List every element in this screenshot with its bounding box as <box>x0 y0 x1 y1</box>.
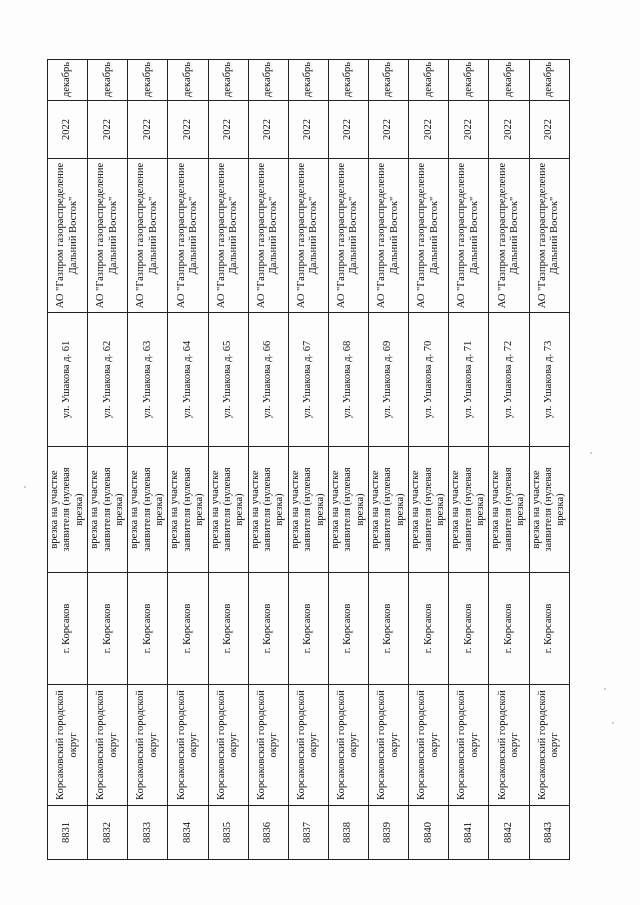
address-cell: ул. Ушакова д. 70 <box>409 313 449 447</box>
work-type-cell: врезка на участке заявителя (нулевая врезка) <box>288 447 328 573</box>
organization-cell: АО "Газпром газораспределение Дальний Восток" <box>489 159 529 313</box>
municipality-cell: Корсаковский городской округ <box>449 685 489 806</box>
row-number-cell: 8841 <box>449 806 489 860</box>
work-type-cell: врезка на участке заявителя (нулевая врезка) <box>529 447 569 573</box>
year-cell: 2022 <box>168 101 208 159</box>
city-cell: г. Корсаков <box>208 573 248 685</box>
address-cell: ул. Ушакова д. 68 <box>328 313 368 447</box>
month-cell: декабрь <box>328 60 368 101</box>
organization-cell: АО "Газпром газораспределение Дальний Восток" <box>248 159 288 313</box>
address-cell: ул. Ушакова д. 72 <box>489 313 529 447</box>
address-cell: ул. Ушакова д. 64 <box>168 313 208 447</box>
address-cell: ул. Ушакова д. 73 <box>529 313 569 447</box>
month-cell: декабрь <box>288 60 328 101</box>
city-cell: г. Корсаков <box>288 573 328 685</box>
work-type-cell: врезка на участке заявителя (нулевая врезка) <box>248 447 288 573</box>
scan-speck <box>612 722 614 724</box>
year-cell: 2022 <box>328 101 368 159</box>
table-row <box>369 60 409 860</box>
organization-cell: АО "Газпром газораспределение Дальний Восток" <box>449 159 489 313</box>
year-cell: 2022 <box>288 101 328 159</box>
row-number-cell: 8832 <box>88 806 128 860</box>
row-number-cell: 8837 <box>288 806 328 860</box>
work-type-cell: врезка на участке заявителя (нулевая врезка) <box>328 447 368 573</box>
work-type-cell: врезка на участке заявителя (нулевая врезка) <box>48 447 88 573</box>
municipality-cell: Корсаковский городской округ <box>168 685 208 806</box>
year-cell: 2022 <box>409 101 449 159</box>
work-type-cell: врезка на участке заявителя (нулевая врезка) <box>369 447 409 573</box>
table-row <box>248 60 288 860</box>
month-cell: декабрь <box>128 60 168 101</box>
city-cell: г. Корсаков <box>328 573 368 685</box>
work-type-cell: врезка на участке заявителя (нулевая врезка) <box>128 447 168 573</box>
month-cell: декабрь <box>449 60 489 101</box>
municipality-cell: Корсаковский городской округ <box>88 685 128 806</box>
year-cell: 2022 <box>449 101 489 159</box>
organization-cell: АО "Газпром газораспределение Дальний Восток" <box>128 159 168 313</box>
address-cell: ул. Ушакова д. 63 <box>128 313 168 447</box>
table-row <box>328 60 368 860</box>
row-number-cell: 8836 <box>248 806 288 860</box>
table-row <box>208 60 248 860</box>
city-cell: г. Корсаков <box>529 573 569 685</box>
address-cell: ул. Ушакова д. 61 <box>48 313 88 447</box>
municipality-cell: Корсаковский городской округ <box>328 685 368 806</box>
work-type-cell: врезка на участке заявителя (нулевая врезка) <box>168 447 208 573</box>
municipality-cell: Корсаковский городской округ <box>208 685 248 806</box>
table-row <box>88 60 128 860</box>
municipality-cell: Корсаковский городской округ <box>489 685 529 806</box>
city-cell: г. Корсаков <box>489 573 529 685</box>
year-cell: 2022 <box>489 101 529 159</box>
organization-cell: АО "Газпром газораспределение Дальний Восток" <box>369 159 409 313</box>
city-cell: г. Корсаков <box>369 573 409 685</box>
row-number-cell: 8842 <box>489 806 529 860</box>
year-cell: 2022 <box>128 101 168 159</box>
year-cell: 2022 <box>48 101 88 159</box>
city-cell: г. Корсаков <box>248 573 288 685</box>
row-number-cell: 8831 <box>48 806 88 860</box>
organization-cell: АО "Газпром газораспределение Дальний Восток" <box>288 159 328 313</box>
municipality-cell: Корсаковский городской округ <box>529 685 569 806</box>
table-row <box>409 60 449 860</box>
work-type-cell: врезка на участке заявителя (нулевая врезка) <box>489 447 529 573</box>
row-number-cell: 8834 <box>168 806 208 860</box>
work-type-cell: врезка на участке заявителя (нулевая врезка) <box>409 447 449 573</box>
organization-cell: АО "Газпром газораспределение Дальний Восток" <box>328 159 368 313</box>
scan-speck <box>604 688 606 690</box>
year-cell: 2022 <box>369 101 409 159</box>
table-row <box>48 60 88 860</box>
year-cell: 2022 <box>248 101 288 159</box>
month-cell: декабрь <box>88 60 128 101</box>
organization-cell: АО "Газпром газораспределение Дальний Восток" <box>208 159 248 313</box>
row-number-cell: 8843 <box>529 806 569 860</box>
address-cell: ул. Ушакова д. 69 <box>369 313 409 447</box>
work-type-cell: врезка на участке заявителя (нулевая врезка) <box>449 447 489 573</box>
table-row <box>489 60 529 860</box>
gas-connection-table <box>47 59 570 860</box>
municipality-cell: Корсаковский городской округ <box>369 685 409 806</box>
month-cell: декабрь <box>168 60 208 101</box>
month-cell: декабрь <box>489 60 529 101</box>
month-cell: декабрь <box>409 60 449 101</box>
row-number-cell: 8835 <box>208 806 248 860</box>
organization-cell: АО "Газпром газораспределение Дальний Восток" <box>48 159 88 313</box>
work-type-cell: врезка на участке заявителя (нулевая врезка) <box>88 447 128 573</box>
city-cell: г. Корсаков <box>48 573 88 685</box>
month-cell: декабрь <box>48 60 88 101</box>
scan-speck <box>24 486 26 488</box>
city-cell: г. Корсаков <box>168 573 208 685</box>
year-cell: 2022 <box>529 101 569 159</box>
month-cell: декабрь <box>248 60 288 101</box>
month-cell: декабрь <box>369 60 409 101</box>
month-cell: декабрь <box>529 60 569 101</box>
municipality-cell: Корсаковский городской округ <box>48 685 88 806</box>
table-row <box>168 60 208 860</box>
city-cell: г. Корсаков <box>128 573 168 685</box>
rotated-table-wrapper <box>47 60 567 860</box>
municipality-cell: Корсаковский городской округ <box>128 685 168 806</box>
address-cell: ул. Ушакова д. 65 <box>208 313 248 447</box>
organization-cell: АО "Газпром газораспределение Дальний Восток" <box>529 159 569 313</box>
month-cell: декабрь <box>208 60 248 101</box>
organization-cell: АО "Газпром газораспределение Дальний Восток" <box>168 159 208 313</box>
municipality-cell: Корсаковский городской округ <box>409 685 449 806</box>
work-type-cell: врезка на участке заявителя (нулевая врезка) <box>208 447 248 573</box>
year-cell: 2022 <box>88 101 128 159</box>
address-cell: ул. Ушакова д. 62 <box>88 313 128 447</box>
organization-cell: АО "Газпром газораспределение Дальний Восток" <box>409 159 449 313</box>
row-number-cell: 8840 <box>409 806 449 860</box>
table-body <box>48 60 570 860</box>
row-number-cell: 8833 <box>128 806 168 860</box>
city-cell: г. Корсаков <box>88 573 128 685</box>
organization-cell: АО "Газпром газораспределение Дальний Восток" <box>88 159 128 313</box>
scan-speck <box>590 452 592 454</box>
city-cell: г. Корсаков <box>449 573 489 685</box>
table-row <box>288 60 328 860</box>
table-row <box>449 60 489 860</box>
table-row <box>128 60 168 860</box>
row-number-cell: 8839 <box>369 806 409 860</box>
municipality-cell: Корсаковский городской округ <box>288 685 328 806</box>
row-number-cell: 8838 <box>328 806 368 860</box>
year-cell: 2022 <box>208 101 248 159</box>
table-row <box>529 60 569 860</box>
address-cell: ул. Ушакова д. 66 <box>248 313 288 447</box>
municipality-cell: Корсаковский городской округ <box>248 685 288 806</box>
city-cell: г. Корсаков <box>409 573 449 685</box>
address-cell: ул. Ушакова д. 67 <box>288 313 328 447</box>
address-cell: ул. Ушакова д. 71 <box>449 313 489 447</box>
